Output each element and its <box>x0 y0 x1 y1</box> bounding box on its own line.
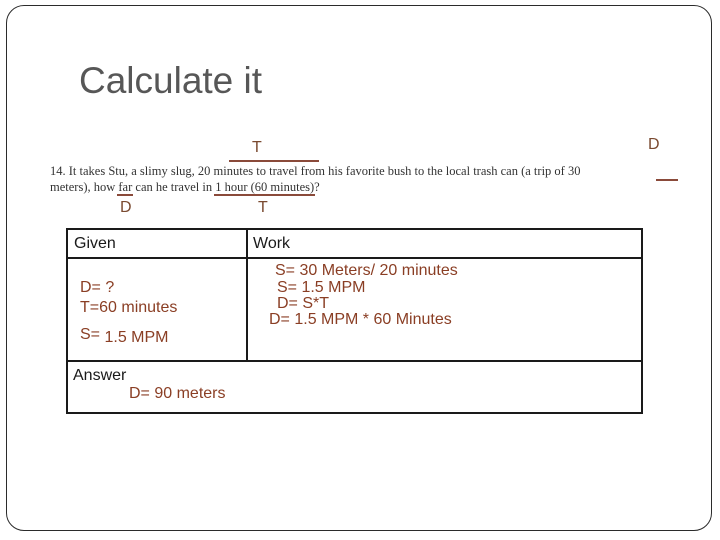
given-distance: D= ? <box>80 279 115 296</box>
solution-table <box>66 228 643 414</box>
problem-text: meters), how <box>50 180 119 194</box>
given-label: Given <box>74 235 116 252</box>
problem-statement <box>50 163 680 195</box>
work-line-3: D= S*T <box>277 295 330 312</box>
header-divider <box>68 257 641 259</box>
annotation-t-bottom: T <box>258 199 268 216</box>
column-divider <box>246 230 248 360</box>
given-speed-value: 1.5 MPM <box>104 329 169 346</box>
work-line-4: D= 1.5 MPM * 60 Minutes <box>269 311 452 328</box>
given-speed-prefix: S= <box>80 326 101 343</box>
work-line-1: S= 30 Meters/ 20 minutes <box>275 262 458 279</box>
annotation-d-left: D <box>120 199 132 216</box>
underlined-time: 1 hour (60 minutes) <box>215 180 315 194</box>
answer-divider <box>68 360 641 362</box>
problem-text: can he travel in <box>132 180 216 194</box>
underline-30-meters <box>656 179 678 181</box>
problem-line-2 <box>50 179 680 195</box>
annotation-t-top: T <box>252 139 262 156</box>
problem-line-1: 14. It takes Stu, a slimy slug, 20 minutes to travel from his favorite bush to the local trash can (a trip of 30 <box>50 164 581 178</box>
slide-title: Calculate it <box>79 60 263 101</box>
work-line-2: S= 1.5 MPM <box>277 279 366 296</box>
annotation-d-right: D <box>648 136 660 153</box>
given-speed <box>80 326 168 344</box>
underlined-far: far <box>118 180 133 194</box>
problem-text: ? <box>314 180 320 194</box>
work-label: Work <box>253 235 291 252</box>
answer-value: D= 90 meters <box>129 385 226 402</box>
answer-label: Answer <box>73 367 127 384</box>
underline-20-minutes <box>229 160 319 162</box>
given-time: T=60 minutes <box>80 299 178 316</box>
